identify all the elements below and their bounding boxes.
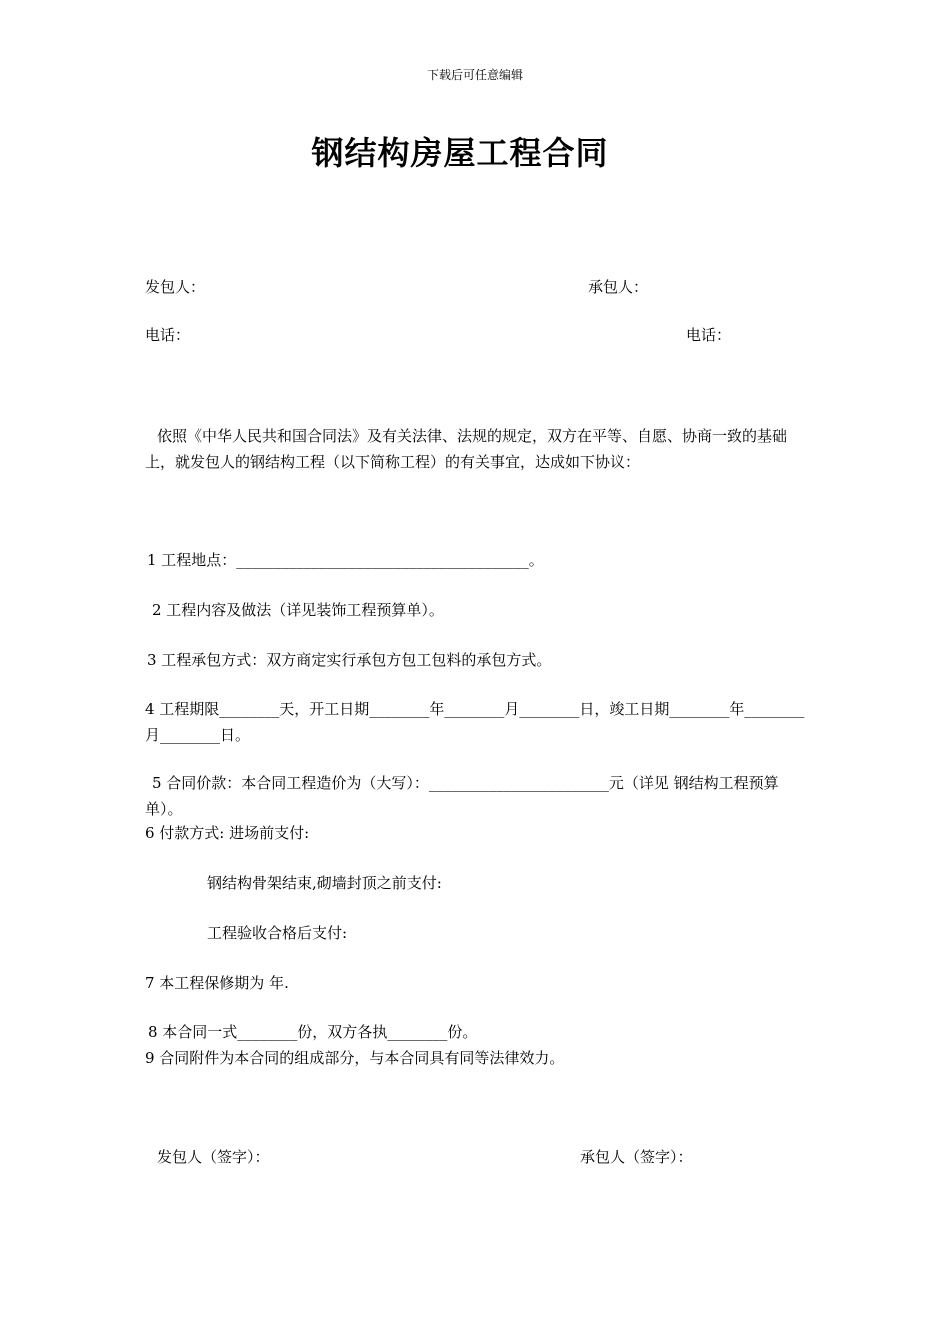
clause-1: 1 工程地点：_______________________________________。 — [147, 551, 544, 569]
intro-paragraph: 依照《中华人民共和国合同法》及有关法律、法规的规定，双方在平等、自愿、协商一致的基础上，就发包人的钢结构工程（以下简称工程）的有关事宜，达成如下协议： — [145, 427, 788, 471]
contractor-label: 承包人： — [588, 278, 649, 296]
clause-6-item-b: 工程验收合格后支付: — [207, 924, 348, 942]
clause-7: 7 本工程保修期为 年. — [145, 974, 289, 992]
document-title: 钢结构房屋工程合同 — [311, 134, 609, 172]
employer-signature-label: 发包人（签字）： — [157, 1148, 270, 1166]
clause-3: 3 工程承包方式：双方商定实行承包方包工包料的承包方式。 — [147, 651, 552, 669]
clause-2: 2 工程内容及做法（详见装饰工程预算单）。 — [152, 601, 444, 619]
clause-9: 9 合同附件为本合同的组成部分，与本合同具有同等法律效力。 — [145, 1049, 565, 1067]
header-note: 下载后可任意编辑 — [426, 68, 523, 82]
employer-phone-label: 电话： — [145, 326, 191, 344]
clause-6: 6 付款方式: 进场前支付: — [145, 824, 310, 842]
clause-4: 4 工程期限________天，开工日期________年________月________日，竣工日期________年________月________日。 — [145, 700, 805, 744]
clause-6-item-a: 钢结构骨架结束,砌墙封顶之前支付: — [207, 874, 442, 892]
clause-5: 5 合同价款：本合同工程造价为（大写）：________________________元（详见 钢结构工程预算单）。 — [145, 774, 779, 818]
clause-8: 8 本合同一式________份，双方各执________份。 — [148, 1023, 478, 1041]
contractor-phone-label: 电话： — [686, 326, 732, 344]
employer-label: 发包人： — [145, 278, 206, 296]
contractor-signature-label: 承包人（签字）： — [580, 1148, 693, 1166]
